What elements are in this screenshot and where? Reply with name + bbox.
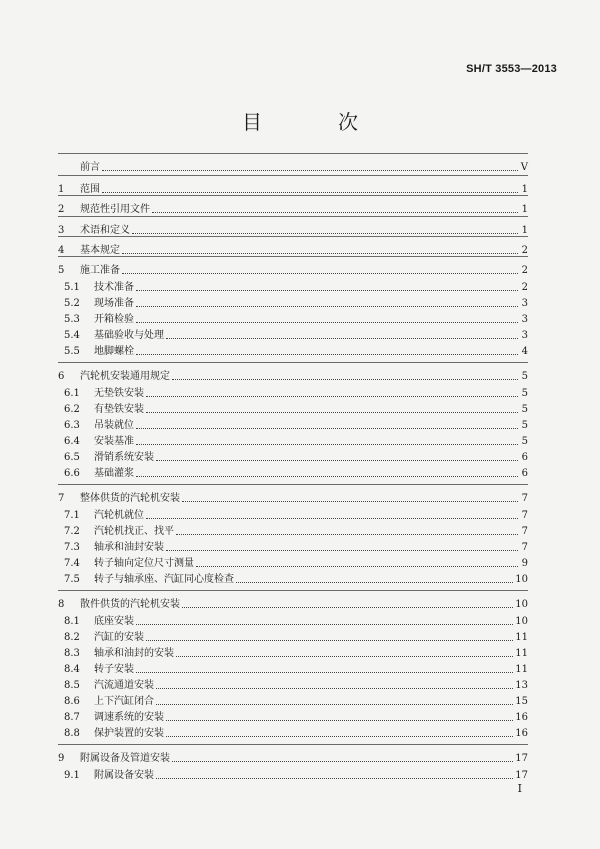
toc-entry[interactable]: [58, 484, 528, 505]
toc-leader-dots: [172, 761, 513, 762]
toc-entry-number: 8: [58, 599, 65, 610]
toc-entry-label: 保护装置的安装: [94, 728, 164, 739]
toc-leader-dots: [136, 354, 518, 355]
toc-entry-number: 7.4: [64, 558, 80, 569]
toc-entry-page: 2: [521, 245, 528, 256]
toc-entry-number: 1: [58, 184, 65, 195]
toc-entry[interactable]: [58, 342, 528, 358]
toc-leader-dots: [146, 640, 513, 641]
toc-entry-label: 基本规定: [80, 245, 120, 256]
toc-leader-dots: [176, 534, 518, 535]
toc-entry-label: 转子与轴承座、汽缸同心度检查: [94, 574, 234, 585]
toc-leader-dots: [146, 412, 518, 413]
toc-entry-page: 9: [521, 558, 528, 569]
toc-entry-label: 术语和定义: [80, 225, 130, 236]
toc-leader-dots: [236, 582, 513, 583]
toc-entry[interactable]: [58, 326, 528, 342]
toc-entry-page: 10: [515, 599, 528, 610]
toc-entry-number: 8.4: [64, 664, 80, 675]
toc-entry-label: 无垫铁安装: [94, 388, 144, 399]
toc-entry[interactable]: [58, 522, 528, 538]
toc-leader-dots: [122, 273, 518, 274]
toc-entry[interactable]: [58, 216, 528, 237]
toc-entry-page: 1: [521, 204, 528, 215]
toc-entry[interactable]: [58, 724, 528, 740]
toc-entry-label: 安装基准: [94, 436, 134, 447]
toc-entry-page: 7: [521, 510, 528, 521]
toc-entry-label: 技术准备: [94, 282, 134, 293]
toc-entry[interactable]: [58, 660, 528, 676]
toc-entry[interactable]: [58, 310, 528, 326]
toc-leader-dots: [172, 379, 518, 380]
toc-entry[interactable]: [58, 175, 528, 196]
toc-leader-dots: [156, 460, 518, 461]
page-number: I: [517, 782, 522, 795]
toc-leader-dots: [136, 624, 513, 625]
toc-entry-number: 6.2: [64, 404, 80, 415]
toc-entry-label: 汽轮机就位: [94, 510, 144, 521]
toc-leader-dots: [136, 306, 518, 307]
toc-leader-dots: [196, 566, 518, 567]
toc-entry-number: 6: [58, 371, 65, 382]
toc-entry-page: 7: [521, 526, 528, 537]
toc-entry[interactable]: [58, 744, 528, 765]
toc-entry[interactable]: [58, 644, 528, 660]
toc-entry-number: 9: [58, 753, 65, 764]
toc-entry-page: 5: [521, 404, 528, 415]
toc-entry-number: 5.2: [64, 298, 80, 309]
toc-entry-number: 8.5: [64, 680, 80, 691]
toc-leader-dots: [136, 428, 518, 429]
toc-entry-page: 5: [521, 388, 528, 399]
toc-entry-label: 底座安装: [94, 616, 134, 627]
toc-entry[interactable]: [58, 766, 528, 782]
toc-entry-page: 11: [515, 664, 528, 675]
toc-entry-number: 8.6: [64, 696, 80, 707]
toc-entry-label: 规范性引用文件: [80, 204, 150, 215]
toc-entry[interactable]: [58, 570, 528, 586]
toc-entry[interactable]: [58, 448, 528, 464]
toc-leader-dots: [156, 688, 513, 689]
toc-leader-dots: [136, 476, 518, 477]
toc-entry-number: 8.8: [64, 728, 80, 739]
page-title: 目 次: [242, 110, 386, 134]
toc-entry-number: 8.2: [64, 632, 80, 643]
toc-entry-label: 吊装就位: [94, 420, 134, 431]
toc-entry-label: 转子安装: [94, 664, 134, 675]
toc-leader-dots: [102, 170, 518, 171]
toc-entry-label: 施工准备: [80, 265, 120, 276]
toc-entry-label: 附属设备安装: [94, 770, 154, 781]
toc-entry-page: 1: [521, 184, 528, 195]
toc-entry-number: 7.5: [64, 574, 80, 585]
toc-entry[interactable]: [58, 538, 528, 554]
toc-entry-number: 7.2: [64, 526, 80, 537]
toc-entry-number: 7: [58, 493, 65, 504]
toc-entry-page: 10: [515, 616, 528, 627]
toc-entry-page: 11: [515, 632, 528, 643]
toc-leader-dots: [156, 778, 513, 779]
toc-entry[interactable]: [58, 256, 528, 277]
toc-entry-label: 汽轮机找正、找平: [94, 526, 174, 537]
toc-entry-page: 3: [521, 330, 528, 341]
toc-entry-label: 开箱检验: [94, 314, 134, 325]
toc-entry-label: 前言: [80, 162, 100, 173]
toc-leader-dots: [136, 290, 518, 291]
toc-entry-number: 5.4: [64, 330, 80, 341]
toc-leader-dots: [176, 656, 513, 657]
toc-entry-label: 轴承和油封安装: [94, 542, 164, 553]
toc-entry-number: 6.6: [64, 468, 80, 479]
toc-entry[interactable]: [58, 416, 528, 432]
toc-leader-dots: [166, 550, 518, 551]
toc-entry-number: 6.4: [64, 436, 80, 447]
toc-entry-page: 1: [521, 225, 528, 236]
toc-entry-label: 调速系统的安装: [94, 712, 164, 723]
toc-leader-dots: [146, 396, 518, 397]
toc-entry-label: 地脚螺栓: [94, 346, 134, 357]
toc-leader-dots: [136, 322, 518, 323]
toc-entry-page: 3: [521, 314, 528, 325]
toc-entry-number: 7.1: [64, 510, 80, 521]
toc-entry-number: 5.1: [64, 282, 80, 293]
toc-entry-label: 附属设备及管道安装: [80, 753, 170, 764]
document-code: SH/T 3553—2013: [466, 63, 557, 75]
toc-entry-page: 5: [521, 371, 528, 382]
toc-entry[interactable]: [58, 195, 528, 216]
toc-entry-label: 基础验收与处理: [94, 330, 164, 341]
toc-entry-page: 17: [515, 753, 528, 764]
toc-leader-dots: [166, 720, 513, 721]
toc-entry-label: 现场准备: [94, 298, 134, 309]
toc-leader-dots: [166, 736, 513, 737]
toc-leader-dots: [156, 704, 513, 705]
toc-entry[interactable]: [58, 628, 528, 644]
toc-entry-number: 6.3: [64, 420, 80, 431]
toc-entry-page: 15: [515, 696, 528, 707]
toc-entry-page: 10: [515, 574, 528, 585]
toc-entry-label: 转子轴向定位尺寸测量: [94, 558, 194, 569]
toc-entry-page: 16: [515, 728, 528, 739]
toc-entry-page: 6: [521, 452, 528, 463]
toc-leader-dots: [132, 233, 518, 234]
toc-entry[interactable]: [58, 384, 528, 400]
toc-entry-number: 4: [58, 245, 65, 256]
toc-entry-number: 5: [58, 265, 65, 276]
toc-entry-page: 11: [515, 648, 528, 659]
toc-entry-label: 汽缸的安装: [94, 632, 144, 643]
toc-entry-page: 16: [515, 712, 528, 723]
toc-entry-label: 有垫铁安装: [94, 404, 144, 415]
toc-entry-page: 5: [521, 420, 528, 431]
toc-entry-label: 范围: [80, 184, 100, 195]
toc-entry-number: 8.1: [64, 616, 80, 627]
toc-entry-number: 8.3: [64, 648, 80, 659]
toc-leader-dots: [102, 192, 518, 193]
toc-entry[interactable]: [58, 506, 528, 522]
toc-leader-dots: [182, 501, 518, 502]
toc-entry[interactable]: [58, 278, 528, 294]
toc-entry[interactable]: [58, 236, 528, 257]
toc-leader-dots: [146, 518, 518, 519]
toc-entry-label: 汽轮机安装通用规定: [80, 371, 170, 382]
toc-entry-page: 7: [521, 493, 528, 504]
toc-entry-page: V: [520, 162, 528, 173]
toc-entry-page: 6: [521, 468, 528, 479]
toc-entry-page: 13: [515, 680, 528, 691]
toc-entry-page: 3: [521, 298, 528, 309]
toc-entry[interactable]: [58, 612, 528, 628]
toc-entry-page: 4: [521, 346, 528, 357]
toc-entry-label: 散件供货的汽轮机安装: [80, 599, 180, 610]
toc-entry[interactable]: [58, 692, 528, 708]
toc-leader-dots: [136, 444, 518, 445]
toc-entry[interactable]: [58, 400, 528, 416]
toc-entry-number: 6.1: [64, 388, 80, 399]
toc-entry[interactable]: [58, 362, 528, 383]
toc-entry[interactable]: [58, 294, 528, 310]
toc-entry-number: 9.1: [64, 770, 80, 781]
toc-entry-page: 2: [521, 282, 528, 293]
toc-entry-label: 滑销系统安装: [94, 452, 154, 463]
toc-entry-page: 2: [521, 265, 528, 276]
toc-entry-label: 汽流通道安装: [94, 680, 154, 691]
toc-entry[interactable]: [58, 432, 528, 448]
toc-entry-number: 3: [58, 225, 65, 236]
toc-entry-page: 17: [515, 770, 528, 781]
toc-leader-dots: [166, 338, 518, 339]
toc-leader-dots: [136, 672, 513, 673]
toc-entry-number: 5.3: [64, 314, 80, 325]
toc-entry[interactable]: [58, 708, 528, 724]
toc-entry-number: 5.5: [64, 346, 80, 357]
toc-leader-dots: [152, 212, 518, 213]
toc-entry-number: 6.5: [64, 452, 80, 463]
toc-entry[interactable]: [58, 676, 528, 692]
toc-entry-label: 轴承和油封的安装: [94, 648, 174, 659]
toc-entry-page: 7: [521, 542, 528, 553]
toc-leader-dots: [122, 253, 518, 254]
toc-entry-label: 整体供货的汽轮机安装: [80, 493, 180, 504]
toc-entry-label: 基础灌浆: [94, 468, 134, 479]
toc-entry-number: 7.3: [64, 542, 80, 553]
toc-entry[interactable]: [58, 464, 528, 480]
toc-entry[interactable]: [58, 590, 528, 611]
toc-entry[interactable]: [58, 153, 528, 174]
toc-entry-label: 上下汽缸闭合: [94, 696, 154, 707]
toc-leader-dots: [182, 607, 513, 608]
toc-entry-number: 8.7: [64, 712, 80, 723]
toc-entry-number: 2: [58, 204, 65, 215]
toc-entry[interactable]: [58, 554, 528, 570]
toc-entry-page: 5: [521, 436, 528, 447]
